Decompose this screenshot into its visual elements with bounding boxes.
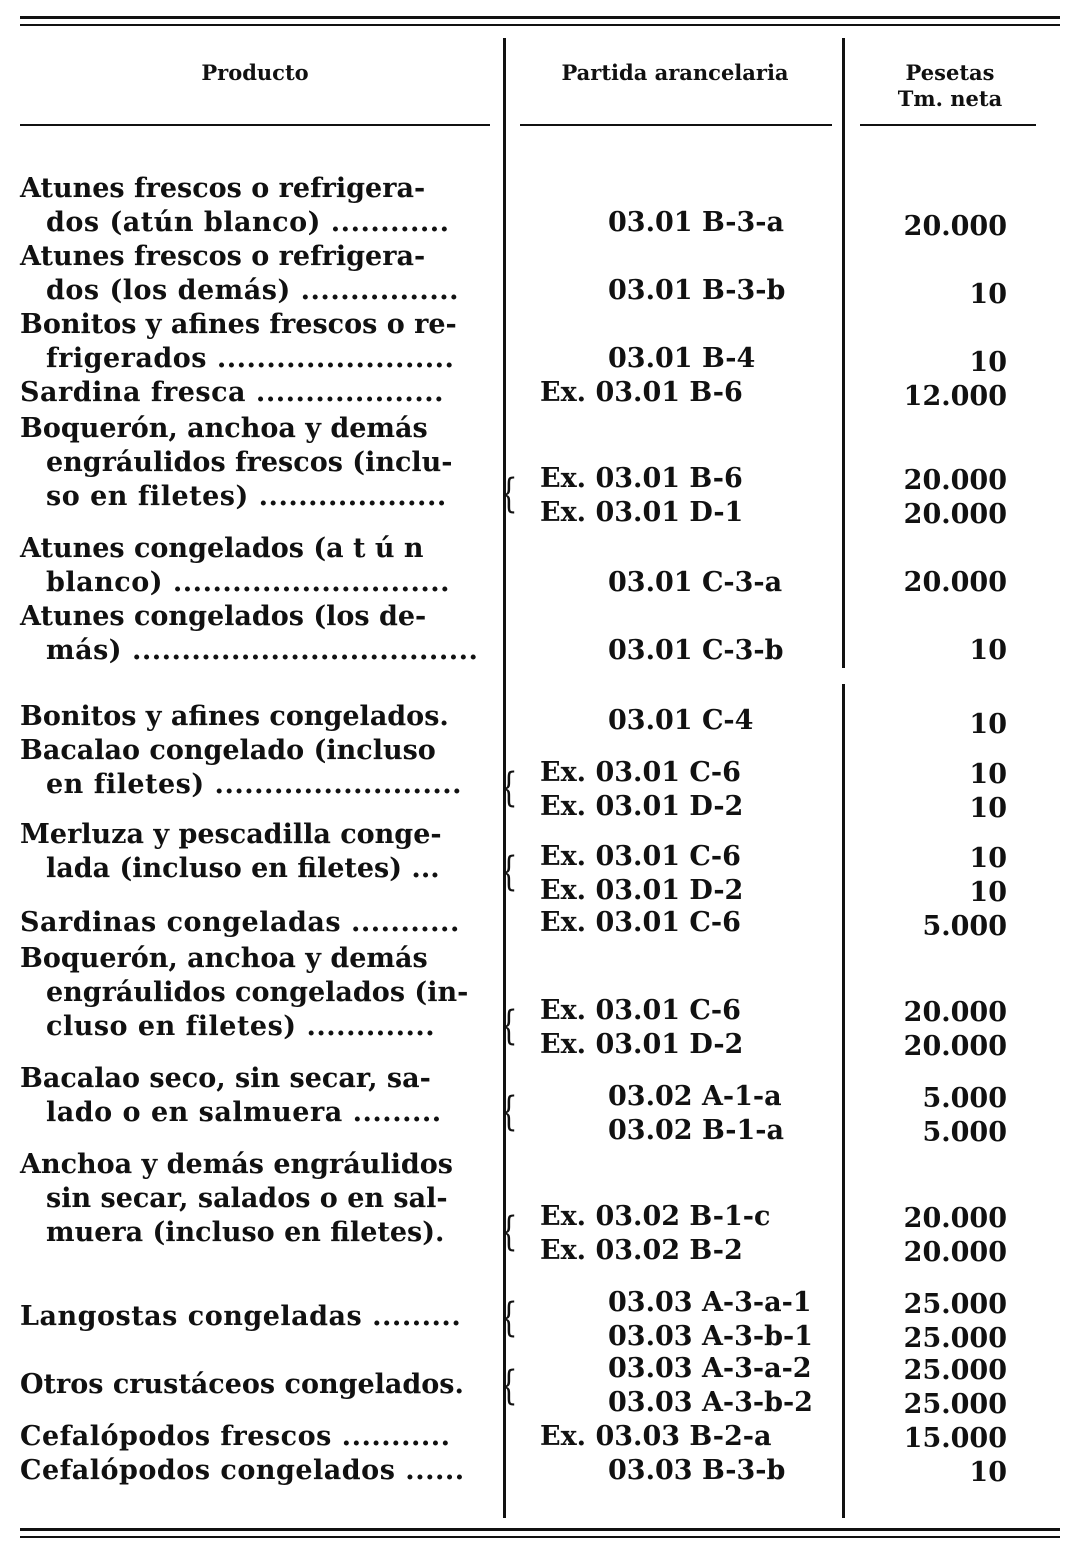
- price-value: 25.000: [903, 1323, 1007, 1354]
- tariff-code: Ex. 03.01 C-6: [540, 841, 741, 872]
- tariff-code: Ex. 03.01 C-6: [540, 757, 741, 788]
- product-line: Otros crustáceos congelados.: [20, 1369, 464, 1400]
- price-value: 10: [969, 759, 1007, 790]
- tariff-code: Ex. 03.01 D-1: [540, 497, 744, 528]
- tariff-code: Ex. 03.03 B-2-a: [540, 1421, 772, 1452]
- price-value: 10: [969, 793, 1007, 824]
- brace-icon: {: [499, 471, 518, 517]
- tariff-code: Ex. 03.01 D-2: [540, 791, 744, 822]
- tariff-code: 03.01 B-4: [608, 343, 756, 374]
- product-line: Atunes frescos o refrigera-: [20, 241, 426, 272]
- brace-icon: {: [499, 1363, 518, 1409]
- price-value: 10: [969, 877, 1007, 908]
- product-line: blanco) ............................: [46, 567, 451, 598]
- price-value: 15.000: [903, 1423, 1007, 1454]
- brace-icon: {: [499, 1089, 518, 1135]
- tariff-code: Ex. 03.01 B-6: [540, 463, 743, 494]
- price-value: 20.000: [903, 465, 1007, 496]
- product-line: dos (atún blanco) ............: [46, 207, 450, 238]
- price-value: 10: [969, 843, 1007, 874]
- product-line: Bonitos y afines frescos o re-: [20, 309, 457, 340]
- price-value: 25.000: [903, 1355, 1007, 1386]
- price-value: 5.000: [922, 1083, 1007, 1114]
- product-line: muera (incluso en filetes).: [46, 1217, 445, 1248]
- product-line: en filetes) .........................: [46, 769, 463, 800]
- product-line: más) ...................................: [46, 635, 479, 666]
- tariff-code: 03.01 B-3-b: [608, 275, 786, 306]
- price-value: 25.000: [903, 1389, 1007, 1420]
- tariff-code: Ex. 03.01 B-6: [540, 377, 743, 408]
- product-line: Cefalópodos congelados ......: [20, 1455, 465, 1486]
- product-line: lada (incluso en filetes) ...: [46, 853, 440, 884]
- tariff-code: Ex. 03.01 C-6: [540, 995, 741, 1026]
- tariff-code: Ex. 03.01 D-2: [540, 875, 744, 906]
- tariff-code: Ex. 03.01 C-6: [540, 907, 741, 938]
- price-value: 25.000: [903, 1289, 1007, 1320]
- brace-icon: {: [499, 849, 518, 895]
- header-pesetas-line2: Tm. neta: [897, 86, 1003, 111]
- tariff-code: 03.01 C-3-b: [608, 635, 784, 666]
- tariff-code: 03.03 A-3-a-1: [608, 1287, 812, 1318]
- price-value: 20.000: [903, 499, 1007, 530]
- product-line: engráulidos congelados (in-: [46, 977, 469, 1008]
- product-line: Atunes frescos o refrigera-: [20, 173, 426, 204]
- price-value: 5.000: [922, 911, 1007, 942]
- tariff-code: 03.02 A-1-a: [608, 1081, 782, 1112]
- product-line: Bacalao seco, sin secar, sa-: [20, 1063, 431, 1094]
- product-line: Boquerón, anchoa y demás: [20, 413, 428, 444]
- product-line: Bacalao congelado (incluso: [20, 735, 436, 766]
- brace-icon: {: [499, 1003, 518, 1049]
- price-value: 5.000: [922, 1117, 1007, 1148]
- tariff-code: 03.03 B-3-b: [608, 1455, 786, 1486]
- price-value: 10: [969, 1457, 1007, 1488]
- product-line: Cefalópodos frescos ...........: [20, 1421, 451, 1452]
- price-value: 20.000: [903, 211, 1007, 242]
- header-rule-producto: [20, 124, 490, 126]
- bottom-rule-2: [20, 1536, 1060, 1538]
- product-line: Langostas congeladas .........: [20, 1301, 462, 1332]
- product-line: dos (los demás) ................: [46, 275, 460, 306]
- product-line: so en filetes) ...................: [46, 481, 447, 512]
- price-value: 20.000: [903, 1237, 1007, 1268]
- bottom-rule: [20, 1528, 1060, 1531]
- product-line: Sardina fresca ...................: [20, 377, 445, 408]
- top-rule-2: [20, 24, 1060, 26]
- price-value: 20.000: [903, 1203, 1007, 1234]
- header-pesetas-line1: Pesetas: [905, 60, 995, 85]
- column-divider-2b: [842, 684, 845, 1518]
- header-partida: Partida arancelaria: [561, 60, 789, 85]
- tariff-code: Ex. 03.02 B-2: [540, 1235, 743, 1266]
- header-rule-pesetas: [860, 124, 1036, 126]
- price-value: 20.000: [903, 567, 1007, 598]
- product-line: Bonitos y afines congelados.: [20, 701, 449, 732]
- tariff-code: 03.03 A-3-a-2: [608, 1353, 812, 1384]
- tariff-code: 03.03 A-3-b-2: [608, 1387, 813, 1418]
- price-value: 10: [969, 279, 1007, 310]
- product-line: engráulidos frescos (inclu-: [46, 447, 453, 478]
- top-rule: [20, 16, 1060, 19]
- product-line: Anchoa y demás engráulidos: [20, 1149, 454, 1180]
- tariff-code: Ex. 03.02 B-1-c: [540, 1201, 771, 1232]
- product-line: Atunes congelados (a t ú n: [20, 533, 424, 564]
- tariff-code: 03.01 B-3-a: [608, 207, 784, 238]
- column-divider-2: [842, 38, 845, 668]
- price-value: 10: [969, 635, 1007, 666]
- product-line: frigerados ........................: [46, 343, 455, 374]
- brace-icon: {: [499, 1295, 518, 1341]
- product-line: Merluza y pescadilla conge-: [20, 819, 442, 850]
- price-value: 10: [969, 347, 1007, 378]
- brace-icon: {: [499, 1209, 518, 1255]
- header-rule-partida: [520, 124, 832, 126]
- price-value: 20.000: [903, 1031, 1007, 1062]
- product-line: Atunes congelados (los de-: [20, 601, 427, 632]
- product-line: Sardinas congeladas ...........: [20, 907, 460, 938]
- tariff-code: Ex. 03.01 D-2: [540, 1029, 744, 1060]
- price-value: 10: [969, 709, 1007, 740]
- price-value: 20.000: [903, 997, 1007, 1028]
- price-value: 12.000: [903, 381, 1007, 412]
- tariff-code: 03.01 C-3-a: [608, 567, 783, 598]
- product-line: cluso en filetes) .............: [46, 1011, 436, 1042]
- product-line: sin secar, salados o en sal-: [46, 1183, 448, 1214]
- tariff-code: 03.02 B-1-a: [608, 1115, 784, 1146]
- header-producto: Producto: [201, 60, 309, 85]
- brace-icon: {: [499, 765, 518, 811]
- tariff-code: 03.03 A-3-b-1: [608, 1321, 813, 1352]
- tariff-code: 03.01 C-4: [608, 705, 754, 736]
- product-line: Boquerón, anchoa y demás: [20, 943, 428, 974]
- product-line: lado o en salmuera .........: [46, 1097, 442, 1128]
